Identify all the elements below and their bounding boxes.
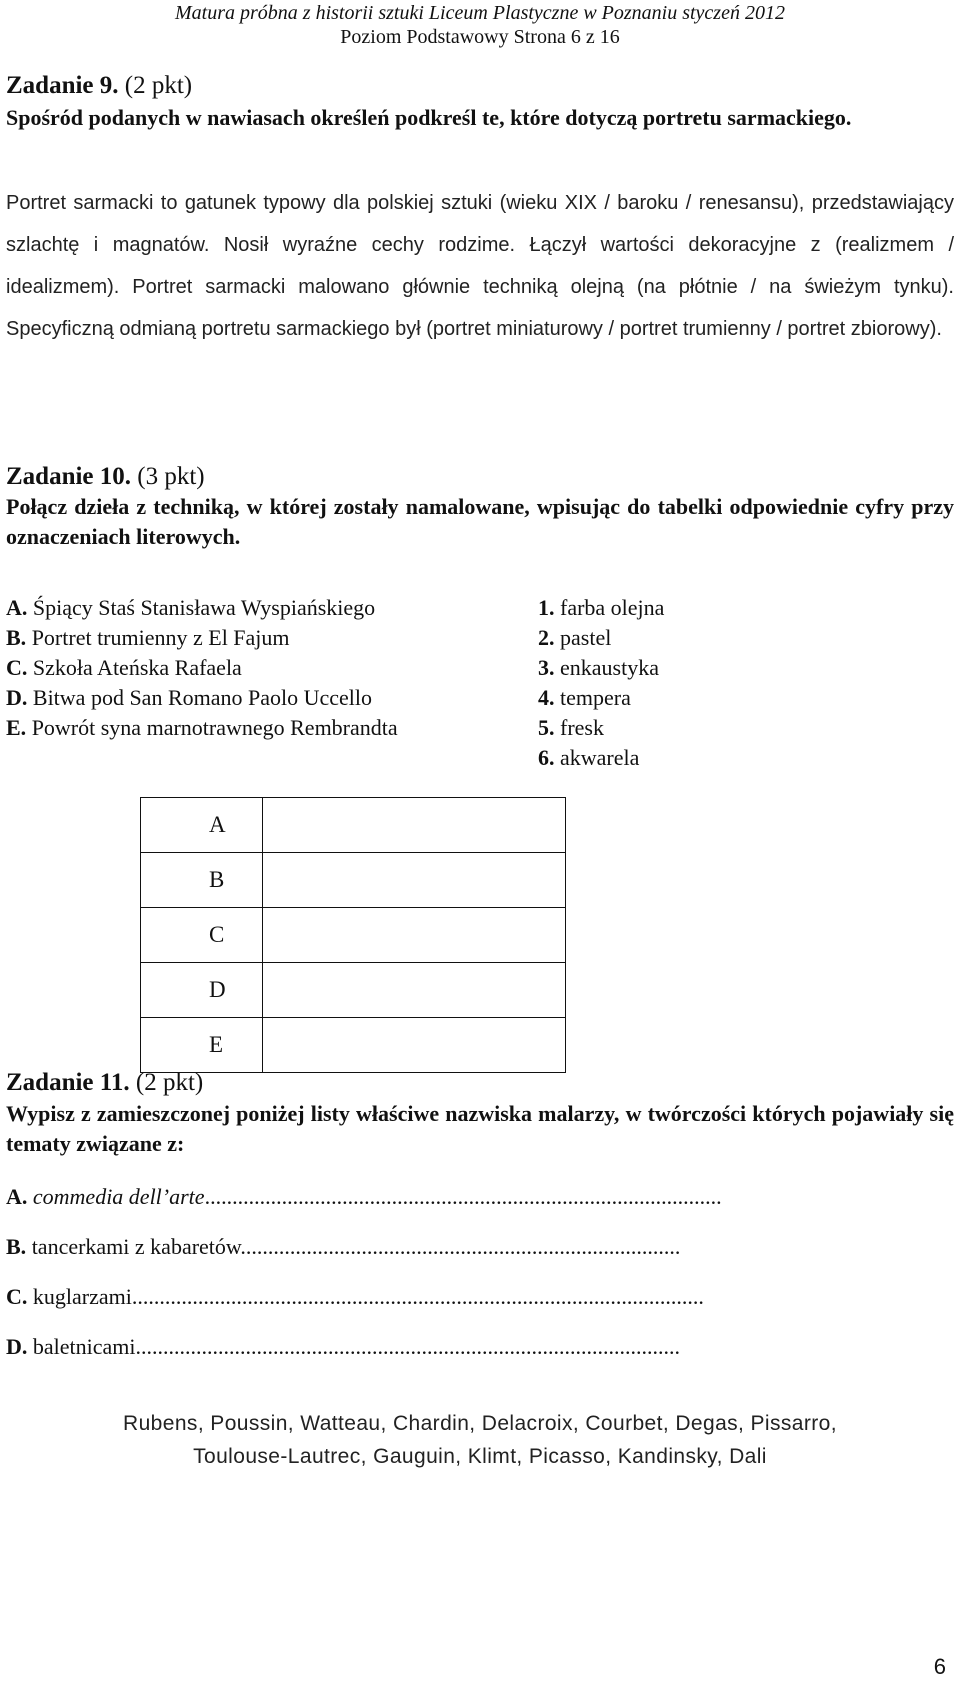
answer-line-c[interactable]: C. kuglarzami........................................................................................................ — [6, 1284, 704, 1309]
list-item: 3. enkaustyka — [538, 655, 659, 680]
list-item: 1. farba olejna — [538, 595, 665, 620]
task11-instruction: Wypisz z zamieszczonej poniżej listy właściwe nazwiska malarzy, w twórczości których pojawiały się tematy związane z: — [6, 1101, 954, 1156]
task9-points: (2 pkt) — [124, 72, 193, 99]
answer-cell-e[interactable] — [263, 1018, 566, 1073]
page-header-title: Matura próbna z historii sztuki Liceum Plastyczne w Poznaniu styczeń 2012 — [175, 2, 785, 24]
list-item: D. Bitwa pod San Romano Paolo Uccello — [6, 685, 373, 710]
task11-title: Zadanie 11. — [6, 1069, 130, 1096]
table-row — [141, 798, 566, 853]
painters-list-line2: Toulouse-Lautrec, Gauguin, Klimt, Picasso, Kandinsky, Dali — [193, 1445, 767, 1468]
answer-line-a[interactable]: A. commedia dell’arte.............................................................................................. — [6, 1184, 722, 1209]
answer-cell-a[interactable] — [263, 798, 566, 853]
answer-line-b[interactable]: B. tancerkami z kabaretów................................................................................ — [6, 1234, 681, 1259]
row-label: A — [141, 798, 263, 853]
list-item: B. Portret trumienny z El Fajum — [6, 625, 290, 650]
list-item: 2. pastel — [538, 625, 612, 650]
task11-heading — [6, 1069, 954, 1097]
answer-cell-d[interactable] — [263, 963, 566, 1018]
task9-heading — [6, 72, 954, 100]
techniques-list — [538, 593, 664, 773]
list-item: 5. fresk — [538, 715, 604, 740]
row-label: B — [141, 853, 263, 908]
task10-points: (3 pkt) — [137, 463, 205, 490]
table-row — [141, 853, 566, 908]
row-label: D — [141, 963, 263, 1018]
list-item: 4. tempera — [538, 685, 631, 710]
task10-instruction: Połącz dzieła z techniką, w której zostały namalowane, wpisując do tabelki odpowiednie cyfry przy oznaczeniach literowych. — [6, 494, 954, 549]
table-row — [141, 1018, 566, 1073]
works-list — [6, 593, 398, 743]
table-row — [141, 963, 566, 1018]
row-label: E — [141, 1018, 263, 1073]
table-row — [141, 908, 566, 963]
task10-heading — [6, 463, 954, 491]
task10-title: Zadanie 10. — [6, 463, 132, 490]
task11-points: (2 pkt) — [135, 1069, 204, 1096]
list-item: C. Szkoła Ateńska Rafaela — [6, 655, 242, 680]
task9-title: Zadanie 9. — [6, 72, 119, 99]
page-number: 6 — [933, 1654, 946, 1679]
list-item: A. Śpiący Staś Stanisława Wyspiańskiego — [6, 595, 376, 620]
answer-line-d[interactable]: D. baletnicami................................................................................................... — [6, 1334, 681, 1359]
painters-list-line1: Rubens, Poussin, Watteau, Chardin, Delacroix, Courbet, Degas, Pissarro, — [123, 1412, 837, 1435]
answer-cell-c[interactable] — [263, 908, 566, 963]
answer-table — [140, 797, 566, 1073]
row-label: C — [141, 908, 263, 963]
list-item: 6. akwarela — [538, 745, 640, 770]
list-item: E. Powrót syna marnotrawnego Rembrandta — [6, 715, 398, 740]
answer-cell-b[interactable] — [263, 853, 566, 908]
task9-text: Portret sarmacki to gatunek typowy dla polskiej sztuki (wieku XIX / baroku / renesansu), przedstawiający szlachtę i magnatów. Nosił wyraźne cechy rodzime. Łączył wartości dekoracyjne z (realizmem / idealizmem). Portret sarmacki malowano głównie techniką olejną (na płótnie / na świeżym tynku). Specyficzną odmianą portretu sarmackiego był (portret miniaturowy / portret trumienny / portret zbiorowy). — [6, 192, 954, 340]
task9-instruction: Spośród podanych w nawiasach określeń podkreśl te, które dotyczą portretu sarmackiego. — [6, 105, 852, 130]
page-header-page-info: Poziom Podstawowy Strona 6 z 16 — [340, 26, 620, 48]
